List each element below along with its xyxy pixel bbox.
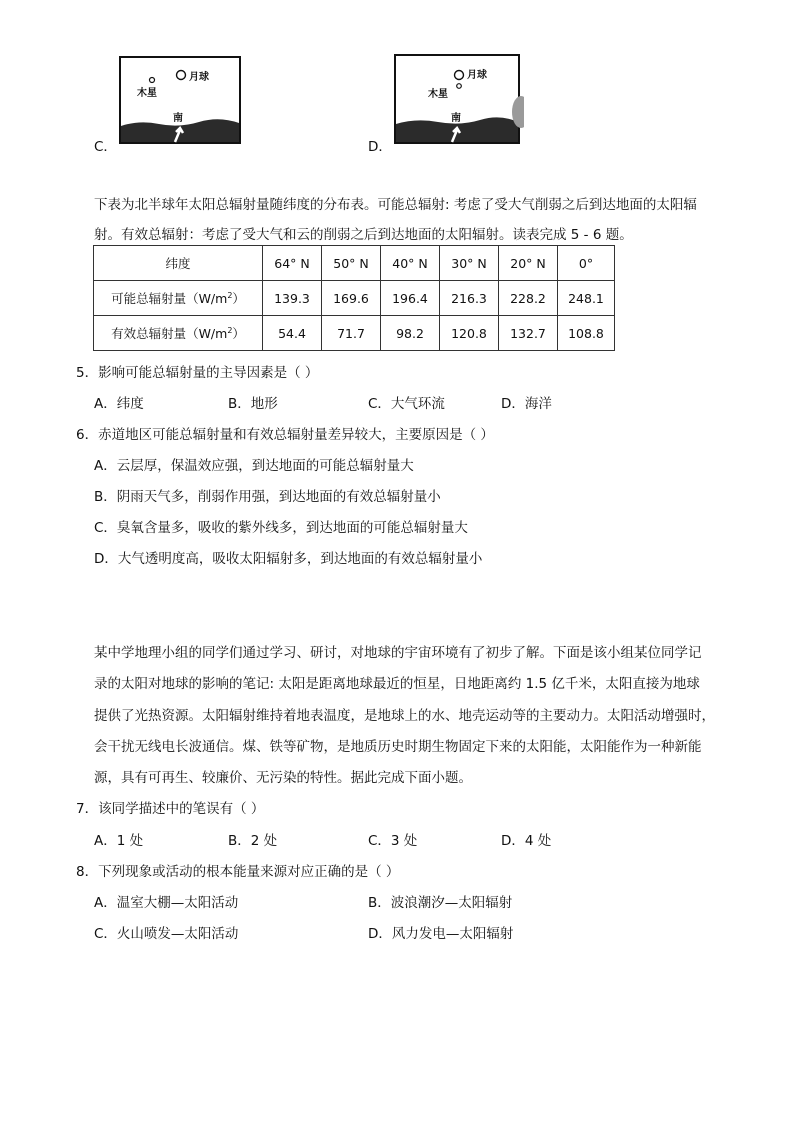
- sky-diagram-d: [394, 54, 524, 144]
- q5-option-d[interactable]: D．海洋: [501, 396, 552, 412]
- table-header-cell: 30° N: [440, 246, 499, 281]
- table-cell: 196.4: [381, 281, 440, 316]
- table-row: [94, 316, 615, 351]
- q7-option-d[interactable]: D．4 处: [501, 833, 552, 849]
- question-5-stem: 5．影响可能总辐射量的主导因素是（ ）: [76, 365, 319, 381]
- row-label: [94, 281, 263, 316]
- table-cell: 132.7: [499, 316, 558, 351]
- table-row: [94, 281, 615, 316]
- question-7-stem: 7．该同学描述中的笔误有（ ）: [76, 801, 265, 817]
- jupiter-label: 木星: [137, 88, 157, 99]
- moon-label: 月球: [467, 70, 487, 81]
- south-label: 南: [173, 113, 183, 124]
- table-header-cell: 64° N: [263, 246, 322, 281]
- table-header-cell: 0°: [558, 246, 615, 281]
- jupiter-label: 木星: [428, 89, 448, 100]
- q7-option-c[interactable]: C．3 处: [368, 833, 418, 849]
- table-cell: 54.4: [263, 316, 322, 351]
- option-c-label: C．: [94, 139, 117, 155]
- q6-option-b[interactable]: B．阴雨天气多，削弱作用强，到达地面的有效总辐射量小: [94, 489, 441, 505]
- row-label-text: 可能总辐射量（W/m: [111, 291, 228, 306]
- table-header-row: [94, 246, 615, 281]
- sky-diagram-c: [119, 56, 241, 144]
- q6-option-d[interactable]: D．大气透明度高，吸收太阳辐射多，到达地面的有效总辐射量小: [94, 551, 483, 567]
- table-cell: 228.2: [499, 281, 558, 316]
- q8-option-d[interactable]: D．风力发电—太阳辐射: [368, 926, 514, 942]
- table-cell: 120.8: [440, 316, 499, 351]
- question-6-stem: 6．赤道地区可能总辐射量和有效总辐射量差异较大，主要原因是（ ）: [76, 427, 494, 443]
- table-cell: 108.8: [558, 316, 615, 351]
- sky-diagram-d-svg: [394, 54, 524, 144]
- table-cell: 71.7: [322, 316, 381, 351]
- sky-diagram-c-svg: [119, 56, 241, 144]
- q6-option-a[interactable]: A．云层厚，保温效应强，到达地面的可能总辐射量大: [94, 458, 414, 474]
- intro1-line2: 射。有效总辐射：考虑了受大气和云的削弱之后到达地面的太阳辐射。读表完成 5 - 6 题。: [94, 227, 633, 243]
- intro2-line2: 录的太阳对地球的影响的笔记: 太阳是距离地球最近的恒星，日地距离约 1.5 亿千米，太阳直接为地球: [94, 676, 700, 692]
- question-8-stem: 8．下列现象或活动的根本能量来源对应正确的是（ ）: [76, 864, 400, 880]
- intro2-line4: 会干扰无线电长波通信。煤、铁等矿物，是地质历史时期生物固定下来的太阳能，太阳能作为一种新能: [94, 739, 702, 755]
- q8-option-a[interactable]: A．温室大棚—太阳活动: [94, 895, 239, 911]
- intro2-line3: 提供了光热资源。太阳辐射维持着地表温度，是地球上的水、地壳运动等的主要动力。太阳活动增强时，: [94, 708, 715, 724]
- q6-option-c[interactable]: C．臭氧含量多，吸收的紫外线多，到达地面的可能总辐射量大: [94, 520, 468, 536]
- option-d-label: D．: [368, 139, 392, 155]
- row-label-text: 有效总辐射量（W/m: [111, 326, 228, 341]
- intro1-line1: 下表为北半球年太阳总辐射量随纬度的分布表。可能总辐射: 考虑了受大气削弱之后到达地面的太阳辐: [94, 197, 697, 213]
- table-header-cell: 20° N: [499, 246, 558, 281]
- row-label: [94, 316, 263, 351]
- row-label-sup: 2: [227, 325, 233, 335]
- table-cell: 98.2: [381, 316, 440, 351]
- q8-option-c[interactable]: C．火山喷发—太阳活动: [94, 926, 239, 942]
- table-header-cell: 40° N: [381, 246, 440, 281]
- table-cell: 139.3: [263, 281, 322, 316]
- intro2-line1: 某中学地理小组的同学们通过学习、研讨，对地球的宇宙环境有了初步了解。下面是该小组某位同学记: [94, 645, 702, 661]
- q5-option-c[interactable]: C．大气环流: [368, 396, 445, 412]
- table-cell: 169.6: [322, 281, 381, 316]
- q5-option-a[interactable]: A．纬度: [94, 396, 144, 412]
- intro2-line5: 源，具有可再生、较廉价、无污染的特性。据此完成下面小题。: [94, 770, 472, 786]
- row-label-sup: 2: [227, 290, 233, 300]
- q8-option-b[interactable]: B．波浪潮汐—太阳辐射: [368, 895, 513, 911]
- south-label: 南: [451, 113, 461, 124]
- table-header-cell: 纬度: [94, 246, 263, 281]
- q7-option-b[interactable]: B．2 处: [228, 833, 278, 849]
- row-label-end: ）: [232, 291, 245, 306]
- table-cell: 248.1: [558, 281, 615, 316]
- table-cell: 216.3: [440, 281, 499, 316]
- row-label-end: ）: [232, 326, 245, 341]
- moon-label: 月球: [189, 72, 209, 83]
- radiation-table: [93, 245, 615, 351]
- table-header-cell: 50° N: [322, 246, 381, 281]
- q7-option-a[interactable]: A．1 处: [94, 833, 144, 849]
- q5-option-b[interactable]: B．地形: [228, 396, 278, 412]
